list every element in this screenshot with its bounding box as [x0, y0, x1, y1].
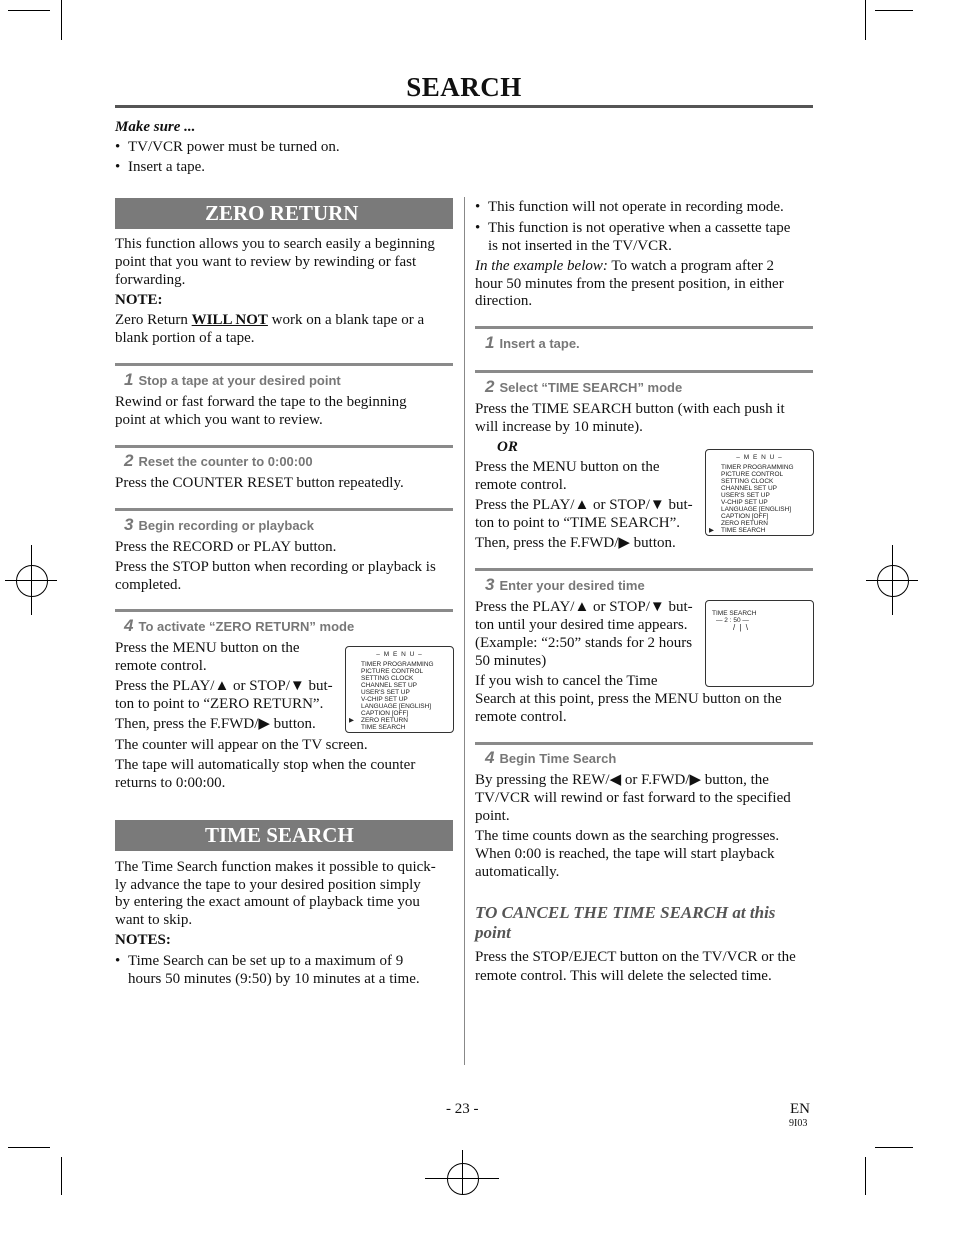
- step-text: Press the COUNTER RESET button repeatedly.: [115, 475, 404, 491]
- time-search-screen: TIME SEARCH — 2 : 50 — / | \: [705, 600, 814, 687]
- time-search-intro: want to skip.: [115, 912, 193, 928]
- step-text: remote control.: [115, 658, 207, 674]
- menu-pointer-icon: ▶: [709, 527, 714, 534]
- make-sure-item: • TV/VCR power must be turned on.: [115, 139, 340, 155]
- step-text: The time counts down as the searching progresses.: [475, 828, 780, 844]
- step-divider: [475, 742, 813, 745]
- crop-mark: [61, 0, 62, 40]
- step-text: (Example: “2:50” stands for 2 hours: [475, 635, 693, 651]
- time-search-step-1: 1 Insert a tape.: [485, 333, 580, 352]
- time-search-heading: TIME SEARCH: [115, 820, 453, 851]
- time-search-intro: ly advance the tape to your desired position simply: [115, 877, 421, 893]
- note-text: blank portion of a tape.: [115, 330, 255, 346]
- step-text: Then, press the F.FWD/▶ button.: [475, 535, 676, 551]
- step-text: Search at this point, press the MENU button on the: [475, 691, 782, 707]
- step-text: ton to point to “TIME SEARCH”.: [475, 515, 680, 531]
- step-divider: [115, 363, 453, 366]
- note-text: Zero Return WILL NOT work on a blank tape or a: [115, 312, 425, 328]
- step-text: ton until your desired time appears.: [475, 617, 688, 633]
- note-item: • This function is not operative when a cassette tape is not inserted in the TV/VCR.: [475, 220, 791, 254]
- menu-screen-time-search: – M E N U – TIMER PROGRAMMING PICTURE CONTROL SETTING CLOCK CHANNEL SET UP USER'S SET UP V-CHIP SET UP LANGUAGE [ENGLISH] CAPTION [OFF] ZERO RETURN TIME SEARCH ▶: [705, 449, 814, 536]
- zero-return-heading: ZERO RETURN: [115, 198, 453, 229]
- time-search-intro: The Time Search function makes it possible to quick-: [115, 859, 436, 875]
- step-text: automatically.: [475, 864, 560, 880]
- make-sure-label: Make sure ...: [115, 119, 196, 135]
- step-text: will increase by 10 minute).: [475, 419, 643, 435]
- registration-mark: [462, 1150, 463, 1195]
- title-rule: [115, 105, 813, 108]
- menu-pointer-icon: ▶: [349, 717, 354, 724]
- step-text: When 0:00 is reached, the tape will start playback: [475, 846, 775, 862]
- notes-label: NOTES:: [115, 932, 171, 948]
- time-search-intro: by entering the exact amount of playback time you: [115, 894, 420, 910]
- document-code: 9I03: [789, 1118, 808, 1129]
- step-text: Press the MENU button on the: [475, 459, 660, 475]
- step-text: If you wish to cancel the Time: [475, 673, 658, 689]
- example-text: direction.: [475, 293, 533, 309]
- page-title: SEARCH: [406, 72, 522, 102]
- zero-return-step-3: 3 Begin recording or playback: [124, 515, 315, 534]
- step-text: Press the STOP button when recording or playback is: [115, 559, 436, 575]
- cancel-text: Press the STOP/EJECT button on the TV/VCR or the: [475, 949, 796, 965]
- page-number: - 23 -: [446, 1101, 479, 1117]
- crop-mark: [61, 1157, 62, 1195]
- registration-mark: [892, 545, 893, 615]
- time-search-step-4: 4 Begin Time Search: [485, 748, 617, 767]
- crop-mark: [8, 1147, 50, 1148]
- registration-mark: [16, 565, 48, 597]
- zero-return-step-1: 1 Stop a tape at your desired point: [124, 370, 341, 389]
- cancel-heading: point: [475, 923, 511, 942]
- step-text: TV/VCR will rewind or fast forward to the specified: [475, 790, 791, 806]
- step-divider: [115, 445, 453, 448]
- step-divider: [115, 508, 453, 511]
- zero-return-intro: forwarding.: [115, 272, 186, 288]
- step-text: The tape will automatically stop when the counter: [115, 757, 416, 773]
- menu-screen-zero-return: – M E N U – TIMER PROGRAMMING PICTURE CONTROL SETTING CLOCK CHANNEL SET UP USER'S SET UP V-CHIP SET UP LANGUAGE [ENGLISH] CAPTION [OFF] ZERO RETURN TIME SEARCH ▶: [345, 646, 454, 733]
- zero-return-step-2: 2 Reset the counter to 0:00:00: [124, 451, 313, 470]
- step-text: Then, press the F.FWD/▶ button.: [115, 716, 316, 732]
- example-text: In the example below: To watch a program after 2: [475, 258, 774, 274]
- crop-mark: [875, 10, 913, 11]
- step-text: 50 minutes): [475, 653, 547, 669]
- registration-mark: [877, 565, 909, 597]
- step-divider: [475, 370, 813, 373]
- crop-mark: [865, 0, 866, 40]
- step-text: Press the PLAY/▲ or STOP/▼ but-: [475, 599, 693, 615]
- step-divider: [475, 326, 813, 329]
- step-text: point at which you want to review.: [115, 412, 323, 428]
- example-text: hour 50 minutes from the present position, in either: [475, 276, 784, 292]
- zero-return-intro: This function allows you to search easily a beginning: [115, 236, 435, 252]
- step-text: Press the MENU button on the: [115, 640, 300, 656]
- note-item: • This function will not operate in recording mode.: [475, 199, 784, 215]
- column-divider: [464, 197, 465, 1065]
- crop-mark: [875, 1147, 913, 1148]
- note-label: NOTE:: [115, 292, 163, 308]
- step-text: By pressing the REW/◀ or F.FWD/▶ button, the: [475, 772, 769, 788]
- step-divider: [475, 568, 813, 571]
- zero-return-intro: point that you want to review by rewinding or fast: [115, 254, 417, 270]
- step-text: ton to point to “ZERO RETURN”.: [115, 696, 324, 712]
- blink-icon: / | \: [733, 623, 749, 632]
- step-text: Press the TIME SEARCH button (with each push it: [475, 401, 785, 417]
- step-text: The counter will appear on the TV screen.: [115, 737, 368, 753]
- step-text: remote control.: [475, 709, 567, 725]
- or-label: OR: [497, 439, 518, 455]
- note-item: • Time Search can be set up to a maximum of 9 hours 50 minutes (9:50) by 10 minutes at a time.: [115, 953, 420, 987]
- zero-return-step-4: 4 To activate “ZERO RETURN” mode: [124, 616, 355, 635]
- cancel-text: remote control. This will delete the selected time.: [475, 968, 772, 984]
- step-divider: [115, 609, 453, 612]
- step-text: Press the PLAY/▲ or STOP/▼ but-: [475, 497, 693, 513]
- cancel-heading: TO CANCEL THE TIME SEARCH at this: [475, 903, 776, 922]
- step-text: point.: [475, 808, 510, 824]
- make-sure-item: • Insert a tape.: [115, 159, 206, 175]
- registration-mark: [447, 1163, 479, 1195]
- step-text: Rewind or fast forward the tape to the beginning: [115, 394, 407, 410]
- registration-mark: [31, 545, 32, 615]
- time-search-step-2: 2 Select “TIME SEARCH” mode: [485, 377, 683, 396]
- step-text: completed.: [115, 577, 182, 593]
- step-text: remote control.: [475, 477, 567, 493]
- language-code: EN: [790, 1101, 810, 1117]
- step-text: Press the PLAY/▲ or STOP/▼ but-: [115, 678, 333, 694]
- crop-mark: [865, 1157, 866, 1195]
- time-search-step-3: 3 Enter your desired time: [485, 575, 645, 594]
- step-text: Press the RECORD or PLAY button.: [115, 539, 337, 555]
- step-text: returns to 0:00:00.: [115, 775, 226, 791]
- crop-mark: [8, 10, 50, 11]
